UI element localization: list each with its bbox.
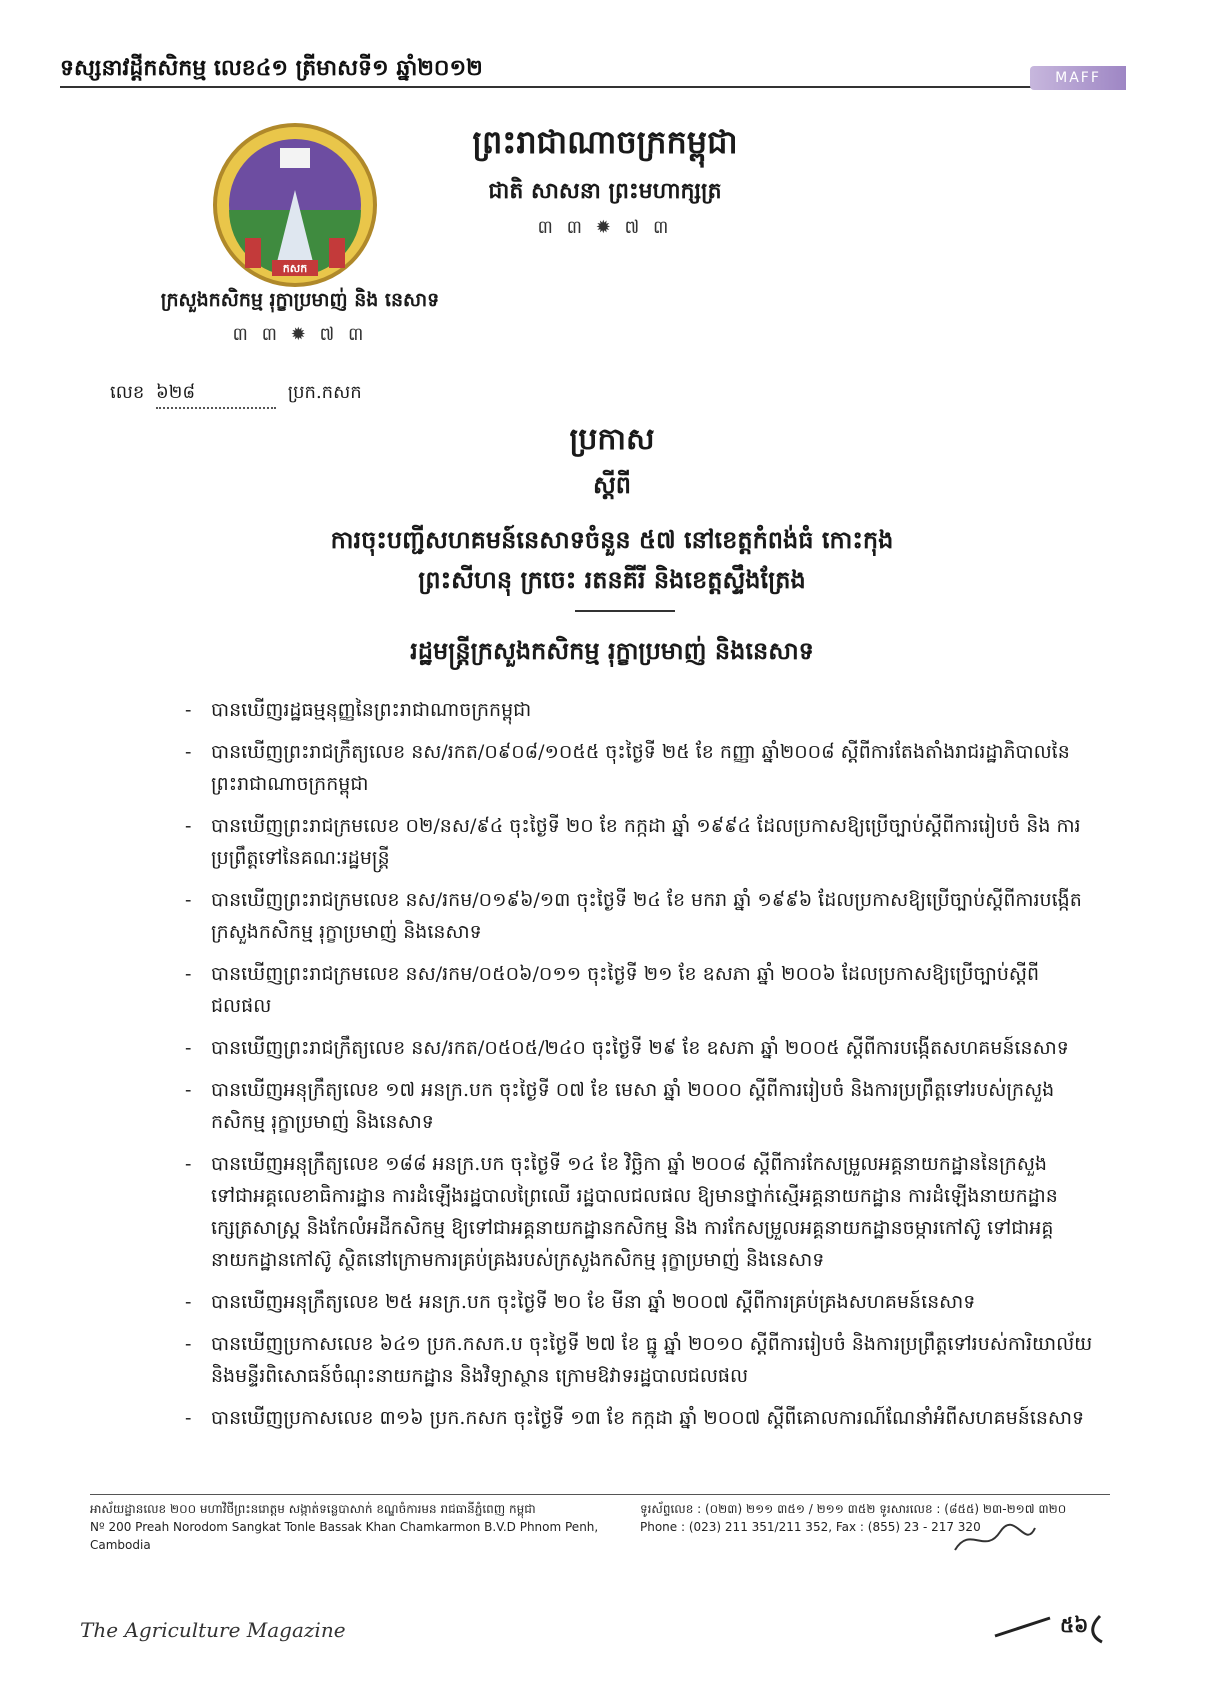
kingdom-title: ព្រះរាជាណាចក្រកម្ពុជា — [472, 123, 738, 161]
reference-suffix: ប្រក.កសក — [287, 382, 362, 403]
running-header: ទស្សនាវដ្ដីកសិកម្ម លេខ៤១ ត្រីមាសទី១ ឆ្នាំ២០១២ — [60, 55, 483, 81]
list-item: - បានឃើញអនុក្រឹត្យលេខ ១៨៨ អនក្រ.បក ចុះថ្ងៃទី ១៤ ខែ វិច្ឆិកា ឆ្នាំ ២០០៨ ស្ដីពីការកែសម្រួលអគ្គនាយកដ្ឋាននៃក្រសួង ទៅជាអគ្គលេខាធិការដ្ឋាន ការដំឡើងរដ្ឋបាលព្រៃឈើ រដ្ឋបាលជលផល ឱ្យមានថ្នាក់ស្មើអគ្គនាយកដ្ឋាន ការដំឡើងនាយកដ្ឋានក្សេត្រសាស្ត្រ និងកែលំអដីកសិកម្ម ឱ្យទៅជាអគ្គនាយកដ្ឋានកសិកម្ម និង ការកែសម្រួលអគ្គនាយកដ្ឋានចម្ការកៅស៊ូ ទៅជាអគ្គនាយកដ្ឋានកៅស៊ូ ស្ថិតនៅក្រោមការគ្រប់គ្រងរបស់ក្រសួងកសិកម្ម រុក្ខាប្រមាញ់ និងនេសាទ — [185, 1148, 1095, 1276]
list-item: - បានឃើញអនុក្រឹត្យលេខ ១៧ អនក្រ.បក ចុះថ្ងៃទី ០៧ ខែ មេសា ឆ្នាំ ២០០០ ស្ដីពីការរៀបចំ និងការប្រព្រឹត្តទៅរបស់ក្រសួងកសិកម្ម រុក្ខាប្រមាញ់ និងនេសាទ — [185, 1074, 1095, 1138]
list-item: - បានឃើញព្រះរាជក្រឹត្យលេខ នស/រកត/០៥០៥/២៤០ ចុះថ្ងៃទី ២៩ ខែ ឧសភា ឆ្នាំ ២០០៥ ស្ដីពីការបង្កើតសហគមន៍នេសាទ — [185, 1032, 1095, 1064]
kingdom-ornament: ៣ ៣ ✹ ៧ ៣ — [537, 217, 673, 238]
list-item: - បានឃើញរដ្ឋធម្មនុញ្ញនៃព្រះរាជាណាចក្រកម្ពុជា — [185, 694, 1095, 726]
subject-line-1: ការចុះបញ្ជីសហគមន៍នេសាទចំនួន ៥៧ នៅខេត្តកំពង់ធំ កោះកុង — [330, 525, 894, 554]
document-about: ស្ដីពី — [592, 470, 632, 499]
page-number: ៥៦ — [1060, 1613, 1089, 1637]
issuer-title: រដ្ឋមន្ត្រីក្រសួងកសិកម្ម រុក្ខាប្រមាញ់ និងនេសាទ — [410, 636, 814, 665]
address-en: Nº 200 Preah Norodom Sangkat Tonle Bassak Khan Chamkarmon B.V.D Phnom Penh, Cambodia — [90, 1520, 599, 1552]
document-type: ប្រកាស — [569, 422, 655, 457]
list-item: - បានឃើញព្រះរាជក្រមលេខ នស/រកម/០៥០៦/០១១ ចុះថ្ងៃទី ២១ ខែ ឧសភា ឆ្នាំ ២០០៦ ដែលប្រកាសឱ្យប្រើច្បាប់ស្ដីពីជលផល — [185, 958, 1095, 1022]
phone-km: ទូរស័ព្ទលេខ : (០២៣) ២១១ ៣៥១ / ២១១ ៣៥២ ទូរសារលេខ : (៨៥៥) ២៣-២១៧ ៣២០ — [640, 1502, 1067, 1516]
corner-tab: MAFF — [1030, 66, 1126, 90]
list-item: - បានឃើញព្រះរាជក្រមលេខ ០២/នស/៩៤ ចុះថ្ងៃទី ២០ ខែ កក្កដា ឆ្នាំ ១៩៩៤ ដែលប្រកាសឱ្យប្រើច្បាប់ស្ដីពីការរៀបចំ និង ការប្រព្រឹត្តទៅនៃគណៈរដ្ឋមន្ត្រី — [185, 810, 1095, 874]
magazine-name: The Agriculture Magazine — [80, 1618, 346, 1642]
kingdom-motto: ជាតិ សាសនា ព្រះមហាក្សត្រ — [488, 178, 722, 204]
header-rule — [60, 86, 1100, 88]
reference-number — [110, 380, 362, 409]
list-item: - បានឃើញព្រះរាជក្រឹត្យលេខ នស/រកត/០៩០៨/១០៥៥ ចុះថ្ងៃទី ២៥ ខែ កញ្ញា ឆ្នាំ២០០៨ ស្ដីពីការតែងតាំងរាជរដ្ឋាភិបាលនៃព្រះរាជាណាចក្រកម្ពុជា — [185, 736, 1095, 800]
ministry-name: ក្រសួងកសិកម្ម រុក្ខាប្រមាញ់ និង នេសាទ — [160, 289, 440, 311]
reference-value: ៦២៨ — [156, 380, 276, 409]
list-item: - បានឃើញព្រះរាជក្រមលេខ នស/រកម/០១៩៦/១៣ ចុះថ្ងៃទី ២៤ ខែ មករា ឆ្នាំ ១៩៩៦ ដែលប្រកាសឱ្យប្រើច្បាប់ស្ដីពីការបង្កើតក្រសួងកសិកម្ម រុក្ខាប្រមាញ់ និងនេសាទ — [185, 884, 1095, 948]
address-km: អាស័យដ្ឋានលេខ ២០០ មហាវិថីព្រះនរោត្តម សង្កាត់ទន្លេបាសាក់ ខណ្ឌចំការមន រាជធានីភ្នំពេញ កម្ពុជា — [90, 1502, 536, 1516]
ministry-seal-icon — [210, 120, 380, 290]
subject-line-2: ព្រះសីហនុ ក្រចេះ រតនគីរី និងខេត្តស្ទឹងត្រែង — [418, 565, 806, 594]
title-rule — [575, 610, 675, 612]
initials-signature-icon — [950, 1520, 1040, 1560]
ministry-ornament: ៣ ៣ ✹ ៧ ៣ — [232, 324, 368, 345]
document-subject — [180, 520, 1044, 600]
considerations-list — [185, 694, 1095, 1444]
ministry-heading — [150, 288, 450, 349]
footer-address — [90, 1500, 610, 1554]
phone-en: Phone : (023) 211 351/211 352, Fax : (855) 23 - 217 320 — [640, 1520, 981, 1534]
seal-label: កសក — [282, 262, 308, 275]
list-item: - បានឃើញប្រកាសលេខ ៦៤១ ប្រក.កសក.ប ចុះថ្ងៃទី ២៧ ខែ ធ្នូ ឆ្នាំ ២០១០ ស្ដីពីការរៀបចំ និងការប្រព្រឹត្តទៅរបស់ការិយាល័យ និងមន្ទីរពិសោធន៍ចំណុះនាយកដ្ឋាន និងវិទ្យាស្ថាន ក្រោមឱវាទរដ្ឋបាលជលផល — [185, 1328, 1095, 1392]
page-stroke-icon — [990, 1606, 1110, 1646]
list-item: - បានឃើញអនុក្រឹត្យលេខ ២៥ អនក្រ.បក ចុះថ្ងៃទី ២០ ខែ មីនា ឆ្នាំ ២០០៧ ស្ដីពីការគ្រប់គ្រងសហគមន៍នេសាទ — [185, 1286, 1095, 1318]
list-item: - បានឃើញប្រកាសលេខ ៣១៦ ប្រក.កសក ចុះថ្ងៃទី ១៣ ខែ កក្កដា ឆ្នាំ ២០០៧ ស្ដីពីគោលការណ៍ណែនាំអំពីសហគមន៍នេសាទ — [185, 1402, 1095, 1434]
kingdom-heading — [440, 122, 770, 242]
reference-prefix: លេខ — [110, 382, 145, 403]
footer-rule — [90, 1494, 1110, 1495]
